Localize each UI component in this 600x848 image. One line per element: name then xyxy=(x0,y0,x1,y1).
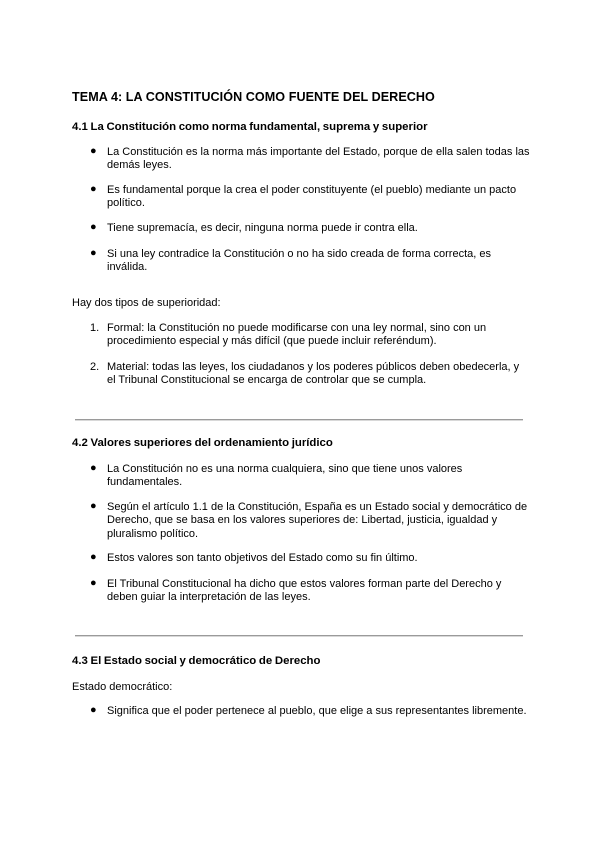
list-item-text: La Constitución es la norma más importante del Estado, porque de ella salen todas las demás leyes. xyxy=(107,146,530,172)
bullet-icon: ● xyxy=(90,551,97,563)
bullet-icon: ● xyxy=(90,183,97,195)
paragraph: Hay dos tipos de superioridad: xyxy=(72,297,221,309)
bullet-icon: ● xyxy=(90,577,97,589)
list-item-text: Estos valores son tanto objetivos del Estado como su fin último. xyxy=(107,552,418,564)
list-item-text: Significa que el poder pertenece al pueblo, que elige a sus representantes libremente. xyxy=(107,705,527,717)
list-item xyxy=(90,463,530,490)
paragraph: Estado democrático: xyxy=(72,681,173,693)
list-item-text: Si una ley contradice la Constitución o no ha sido creada de forma correcta, es inválida. xyxy=(107,248,491,274)
section-heading-4-2: 4.2 Valores superiores del ordenamiento jurídico xyxy=(72,437,333,449)
bullet-icon: ● xyxy=(90,145,97,157)
document-title: TEMA 4: LA CONSTITUCIÓN COMO FUENTE DEL DERECHO xyxy=(72,90,435,104)
list-item xyxy=(90,146,530,173)
list-number: 1. xyxy=(90,322,100,334)
list-item-text: Tiene supremacía, es decir, ninguna norma puede ir contra ella. xyxy=(107,222,418,234)
list-item-text: La Constitución no es una norma cualquiera, sino que tiene unos valores fundamentales. xyxy=(107,463,463,489)
list-item xyxy=(90,705,530,718)
bullet-icon: ● xyxy=(90,221,97,233)
list-item xyxy=(90,552,530,565)
list-item-text: El Tribunal Constitucional ha dicho que estos valores forman parte del Derecho y deben guiar la interpretación de las leyes. xyxy=(107,578,502,604)
list-item xyxy=(90,184,530,211)
bullet-icon: ● xyxy=(90,500,97,512)
list-item xyxy=(90,248,530,275)
numbered-item xyxy=(90,322,530,349)
list-item xyxy=(90,578,530,605)
section-heading-4-3: 4.3 El Estado social y democrático de Derecho xyxy=(72,655,321,667)
numbered-item xyxy=(90,361,530,388)
list-item-text: Formal: la Constitución no puede modificarse con una ley normal, sino con un procedimiento especial y más difícil (que puede incluir referéndum). xyxy=(107,322,487,348)
section-divider xyxy=(75,635,523,637)
list-item xyxy=(90,501,530,541)
list-item xyxy=(90,222,530,235)
bullet-icon: ● xyxy=(90,462,97,474)
bullet-icon: ● xyxy=(90,247,97,259)
bullet-icon: ● xyxy=(90,704,97,716)
section-heading-4-1: 4.1 La Constitución como norma fundamental, suprema y superior xyxy=(72,121,428,133)
list-item-text: Es fundamental porque la crea el poder constituyente (el pueblo) mediante un pacto político. xyxy=(107,184,517,210)
list-item-text: Según el artículo 1.1 de la Constitución, España es un Estado social y democrático de Derecho, que se basa en los valores superiores de: Libertad, justicia, igualdad y pluralismo político. xyxy=(107,501,528,540)
section-divider xyxy=(75,419,523,421)
list-item-text: Material: todas las leyes, los ciudadanos y los poderes públicos deben obedecerla, y el Tribunal Constitucional se encarga de controlar que se cumpla. xyxy=(107,361,520,387)
list-number: 2. xyxy=(90,361,100,373)
